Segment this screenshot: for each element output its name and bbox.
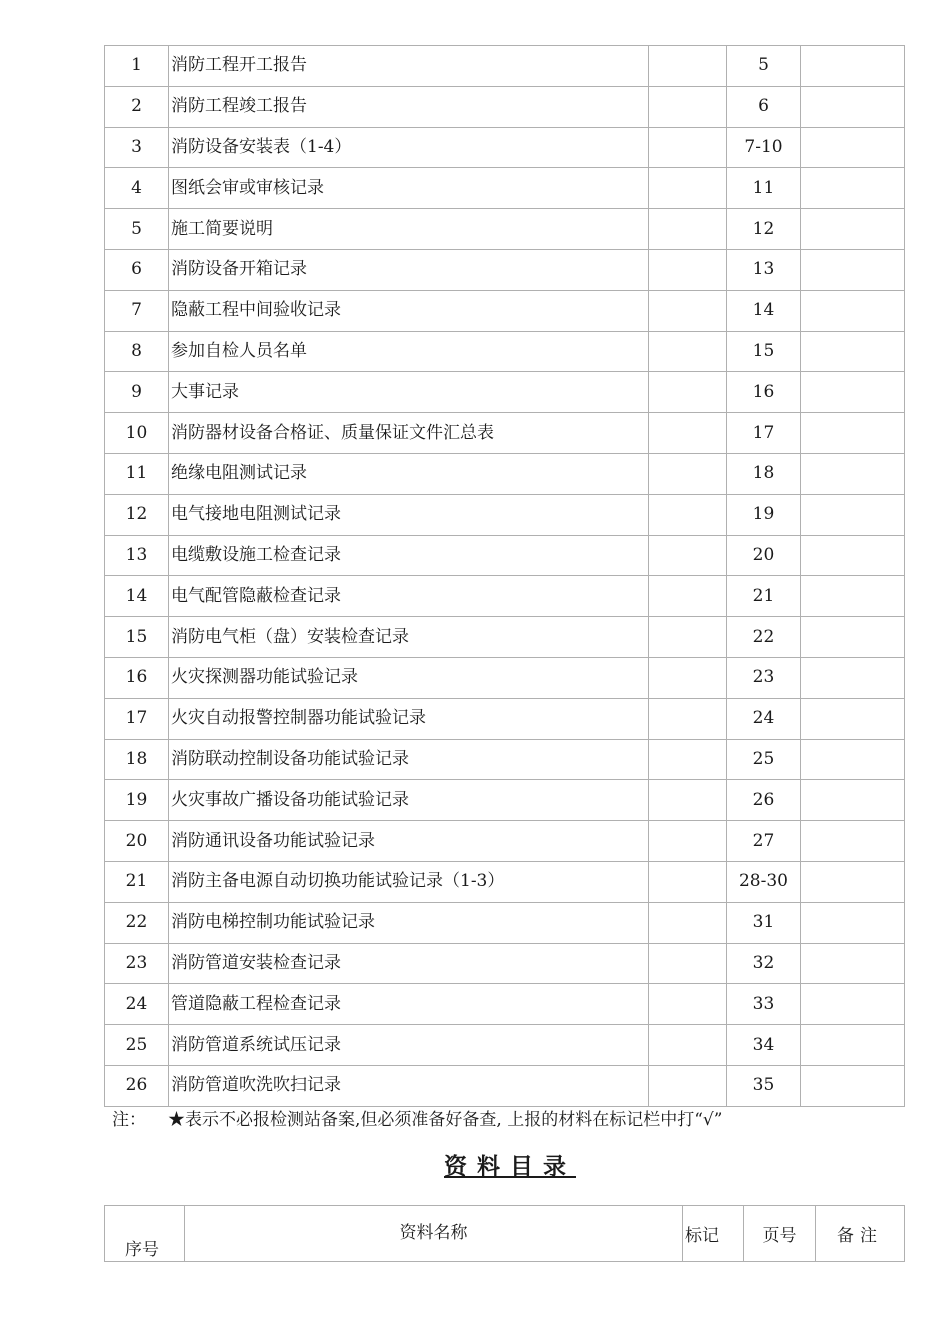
row-mark-cell [649,453,727,494]
table-row [105,861,905,902]
row-page-number: 6 [727,86,801,127]
table-row [105,657,905,698]
row-document-name: 隐蔽工程中间验收记录 [169,290,649,331]
contents-table-header [104,1205,905,1262]
table-row [105,46,905,87]
row-number: 20 [105,821,169,862]
row-document-name: 消防管道安装检查记录 [169,943,649,984]
table-row [105,617,905,658]
row-number: 25 [105,1025,169,1066]
row-mark-cell [649,739,727,780]
row-number: 10 [105,413,169,454]
row-page-number: 26 [727,780,801,821]
row-mark-cell [649,943,727,984]
table-row [105,780,905,821]
header-remark: 备注 [816,1206,905,1262]
row-mark-cell [649,331,727,372]
row-page-number: 7-10 [727,127,801,168]
table-row [105,1065,905,1106]
row-number: 21 [105,861,169,902]
row-remark-cell [801,209,905,250]
row-document-name: 施工简要说明 [169,209,649,250]
row-mark-cell [649,372,727,413]
row-remark-cell [801,290,905,331]
row-number: 22 [105,902,169,943]
row-document-name: 消防器材设备合格证、质量保证文件汇总表 [169,413,649,454]
row-mark-cell [649,902,727,943]
row-mark-cell [649,209,727,250]
row-remark-cell [801,861,905,902]
row-number: 13 [105,535,169,576]
row-page-number: 14 [727,290,801,331]
row-remark-cell [801,943,905,984]
row-mark-cell [649,168,727,209]
row-remark-cell [801,780,905,821]
row-number: 19 [105,780,169,821]
row-mark-cell [649,46,727,87]
row-number: 26 [105,1065,169,1106]
row-page-number: 27 [727,821,801,862]
table-row [105,372,905,413]
footnote-text: ★表示不必报检测站备案,但必须准备好备查, 上报的材料在标记栏中打“√” [168,1110,723,1130]
table-row [105,821,905,862]
row-remark-cell [801,1065,905,1106]
table-row [105,902,905,943]
footnote-prefix: 注： [112,1110,146,1130]
row-page-number: 34 [727,1025,801,1066]
row-document-name: 电缆敷设施工检查记录 [169,535,649,576]
row-mark-cell [649,657,727,698]
row-number: 16 [105,657,169,698]
table-row [105,984,905,1025]
table-row [105,290,905,331]
row-mark-cell [649,290,727,331]
row-mark-cell [649,861,727,902]
table-row [105,127,905,168]
row-mark-cell [649,413,727,454]
row-page-number: 5 [727,46,801,87]
row-document-name: 火灾事故广播设备功能试验记录 [169,780,649,821]
row-remark-cell [801,46,905,87]
row-number: 8 [105,331,169,372]
row-mark-cell [649,249,727,290]
row-page-number: 13 [727,249,801,290]
row-page-number: 25 [727,739,801,780]
row-mark-cell [649,780,727,821]
contents-table-continued [104,45,905,1107]
row-remark-cell [801,494,905,535]
table-row [105,576,905,617]
table-row [105,209,905,250]
table-row [105,413,905,454]
row-remark-cell [801,413,905,454]
section-title: 资料目录 [444,1153,576,1180]
table-row [105,698,905,739]
header-mark: 标记 [683,1206,744,1262]
row-page-number: 16 [727,372,801,413]
row-page-number: 33 [727,984,801,1025]
row-document-name: 图纸会审或审核记录 [169,168,649,209]
row-number: 24 [105,984,169,1025]
header-name: 资料名称 [185,1206,683,1262]
row-document-name: 电气接地电阻测试记录 [169,494,649,535]
row-remark-cell [801,821,905,862]
row-remark-cell [801,902,905,943]
row-mark-cell [649,698,727,739]
contents-table-body [105,46,905,1107]
row-remark-cell [801,453,905,494]
row-mark-cell [649,127,727,168]
row-document-name: 消防设备开箱记录 [169,249,649,290]
row-remark-cell [801,739,905,780]
row-number: 12 [105,494,169,535]
row-mark-cell [649,1065,727,1106]
table-row [105,331,905,372]
row-page-number: 24 [727,698,801,739]
row-remark-cell [801,372,905,413]
row-number: 9 [105,372,169,413]
row-mark-cell [649,86,727,127]
row-remark-cell [801,86,905,127]
row-document-name: 火灾探测器功能试验记录 [169,657,649,698]
table-row [105,494,905,535]
row-number: 6 [105,249,169,290]
header-page: 页号 [744,1206,816,1262]
row-mark-cell [649,984,727,1025]
row-remark-cell [801,984,905,1025]
row-document-name: 消防主备电源自动切换功能试验记录（1-3） [169,861,649,902]
table-row [105,943,905,984]
row-page-number: 12 [727,209,801,250]
row-remark-cell [801,127,905,168]
row-page-number: 22 [727,617,801,658]
footnote [112,1105,722,1130]
row-remark-cell [801,576,905,617]
row-page-number: 19 [727,494,801,535]
table-row [105,168,905,209]
row-document-name: 消防电梯控制功能试验记录 [169,902,649,943]
table-row [105,86,905,127]
table-row [105,535,905,576]
row-number: 1 [105,46,169,87]
row-number: 18 [105,739,169,780]
row-document-name: 消防工程开工报告 [169,46,649,87]
row-remark-cell [801,249,905,290]
row-mark-cell [649,535,727,576]
row-page-number: 18 [727,453,801,494]
row-number: 3 [105,127,169,168]
row-remark-cell [801,168,905,209]
row-document-name: 消防设备安装表（1-4） [169,127,649,168]
row-remark-cell [801,1025,905,1066]
row-page-number: 28-30 [727,861,801,902]
table-row [105,739,905,780]
row-document-name: 电气配管隐蔽检查记录 [169,576,649,617]
row-remark-cell [801,617,905,658]
row-mark-cell [649,576,727,617]
row-number: 2 [105,86,169,127]
row-mark-cell [649,494,727,535]
row-page-number: 11 [727,168,801,209]
row-remark-cell [801,331,905,372]
row-number: 7 [105,290,169,331]
row-document-name: 消防管道系统试压记录 [169,1025,649,1066]
table-row [105,453,905,494]
row-remark-cell [801,657,905,698]
row-number: 15 [105,617,169,658]
row-document-name: 管道隐蔽工程检查记录 [169,984,649,1025]
row-document-name: 消防通讯设备功能试验记录 [169,821,649,862]
header-seq: 序号 [105,1206,185,1262]
row-mark-cell [649,1025,727,1066]
row-document-name: 消防电气柜（盘）安装检查记录 [169,617,649,658]
row-mark-cell [649,821,727,862]
row-number: 4 [105,168,169,209]
row-document-name: 消防管道吹洗吹扫记录 [169,1065,649,1106]
row-document-name: 绝缘电阻测试记录 [169,453,649,494]
row-page-number: 17 [727,413,801,454]
row-page-number: 35 [727,1065,801,1106]
row-page-number: 31 [727,902,801,943]
row-document-name: 火灾自动报警控制器功能试验记录 [169,698,649,739]
row-number: 5 [105,209,169,250]
row-mark-cell [649,617,727,658]
row-page-number: 21 [727,576,801,617]
header-row [105,1206,905,1262]
table-row [105,249,905,290]
row-page-number: 15 [727,331,801,372]
row-remark-cell [801,698,905,739]
row-document-name: 参加自检人员名单 [169,331,649,372]
row-remark-cell [801,535,905,576]
row-document-name: 消防联动控制设备功能试验记录 [169,739,649,780]
row-number: 11 [105,453,169,494]
row-document-name: 消防工程竣工报告 [169,86,649,127]
table-row [105,1025,905,1066]
row-page-number: 23 [727,657,801,698]
row-page-number: 32 [727,943,801,984]
row-number: 23 [105,943,169,984]
row-document-name: 大事记录 [169,372,649,413]
row-number: 14 [105,576,169,617]
row-number: 17 [105,698,169,739]
row-page-number: 20 [727,535,801,576]
